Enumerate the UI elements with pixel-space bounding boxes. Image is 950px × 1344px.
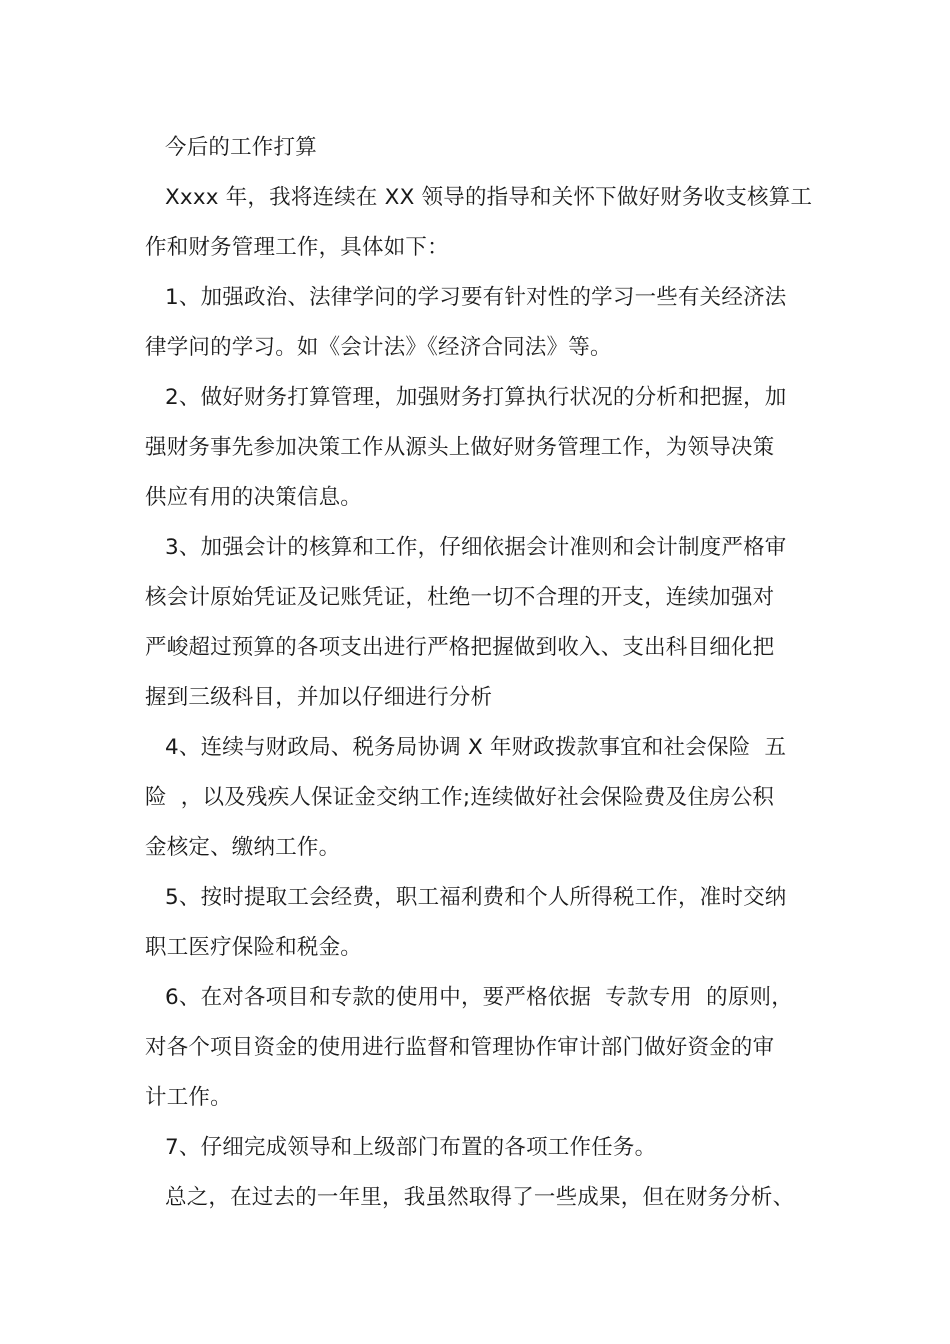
text-line: Xxxx 年，我将连续在 XX 领导的指导和关怀下做好财务收支核算工 xyxy=(165,185,813,210)
text-line: 2、做好财务打算管理，加强财务打算执行状况的分析和把握，加 xyxy=(165,385,787,410)
text-line: 握到三级科目，并加以仔细进行分析 xyxy=(145,685,493,710)
text-line: 强财务事先参加决策工作从源头上做好财务管理工作，为领导决策 xyxy=(145,435,775,460)
text-line: 7、仔细完成领导和上级部门布置的各项工作任务。 xyxy=(165,1135,657,1160)
text-line: 供应有用的决策信息。 xyxy=(145,485,363,510)
text-line: 严峻超过预算的各项支出进行严格把握做到收入、支出科目细化把 xyxy=(145,635,775,660)
text-line: 总之，在过去的一年里，我虽然取得了一些成果，但在财务分析、 xyxy=(165,1185,795,1210)
text-line: 对各个项目资金的使用进行监督和管理协作审计部门做好资金的审 xyxy=(145,1035,775,1060)
text-line: 3、加强会计的核算和工作，仔细依据会计准则和会计制度严格审 xyxy=(165,535,787,560)
text-line: 5、按时提取工会经费，职工福利费和个人所得税工作，准时交纳 xyxy=(165,885,787,910)
text-line: 险 ，以及残疾人保证金交纳工作;连续做好社会保险费及住房公积 xyxy=(145,785,775,810)
text-line: 4、连续与财政局、税务局协调 X 年财政拨款事宜和社会保险 五 xyxy=(165,735,787,760)
text-line: 核会计原始凭证及记账凭证，杜绝一切不合理的开支，连续加强对 xyxy=(145,585,775,610)
section-title: 今后的工作打算 xyxy=(165,135,317,160)
text-line: 金核定、缴纳工作。 xyxy=(145,835,341,860)
text-line: 律学问的学习。如《会计法》《经济合同法》等。 xyxy=(145,335,612,360)
text-line: 6、在对各项目和专款的使用中，要严格依据 专款专用 的原则， xyxy=(165,985,793,1010)
text-line: 1、加强政治、法律学问的学习要有针对性的学习一些有关经济法 xyxy=(165,285,787,310)
text-line: 作和财务管理工作，具体如下： xyxy=(145,235,449,260)
text-line: 职工医疗保险和税金。 xyxy=(145,935,363,960)
text-line: 计工作。 xyxy=(145,1085,232,1110)
